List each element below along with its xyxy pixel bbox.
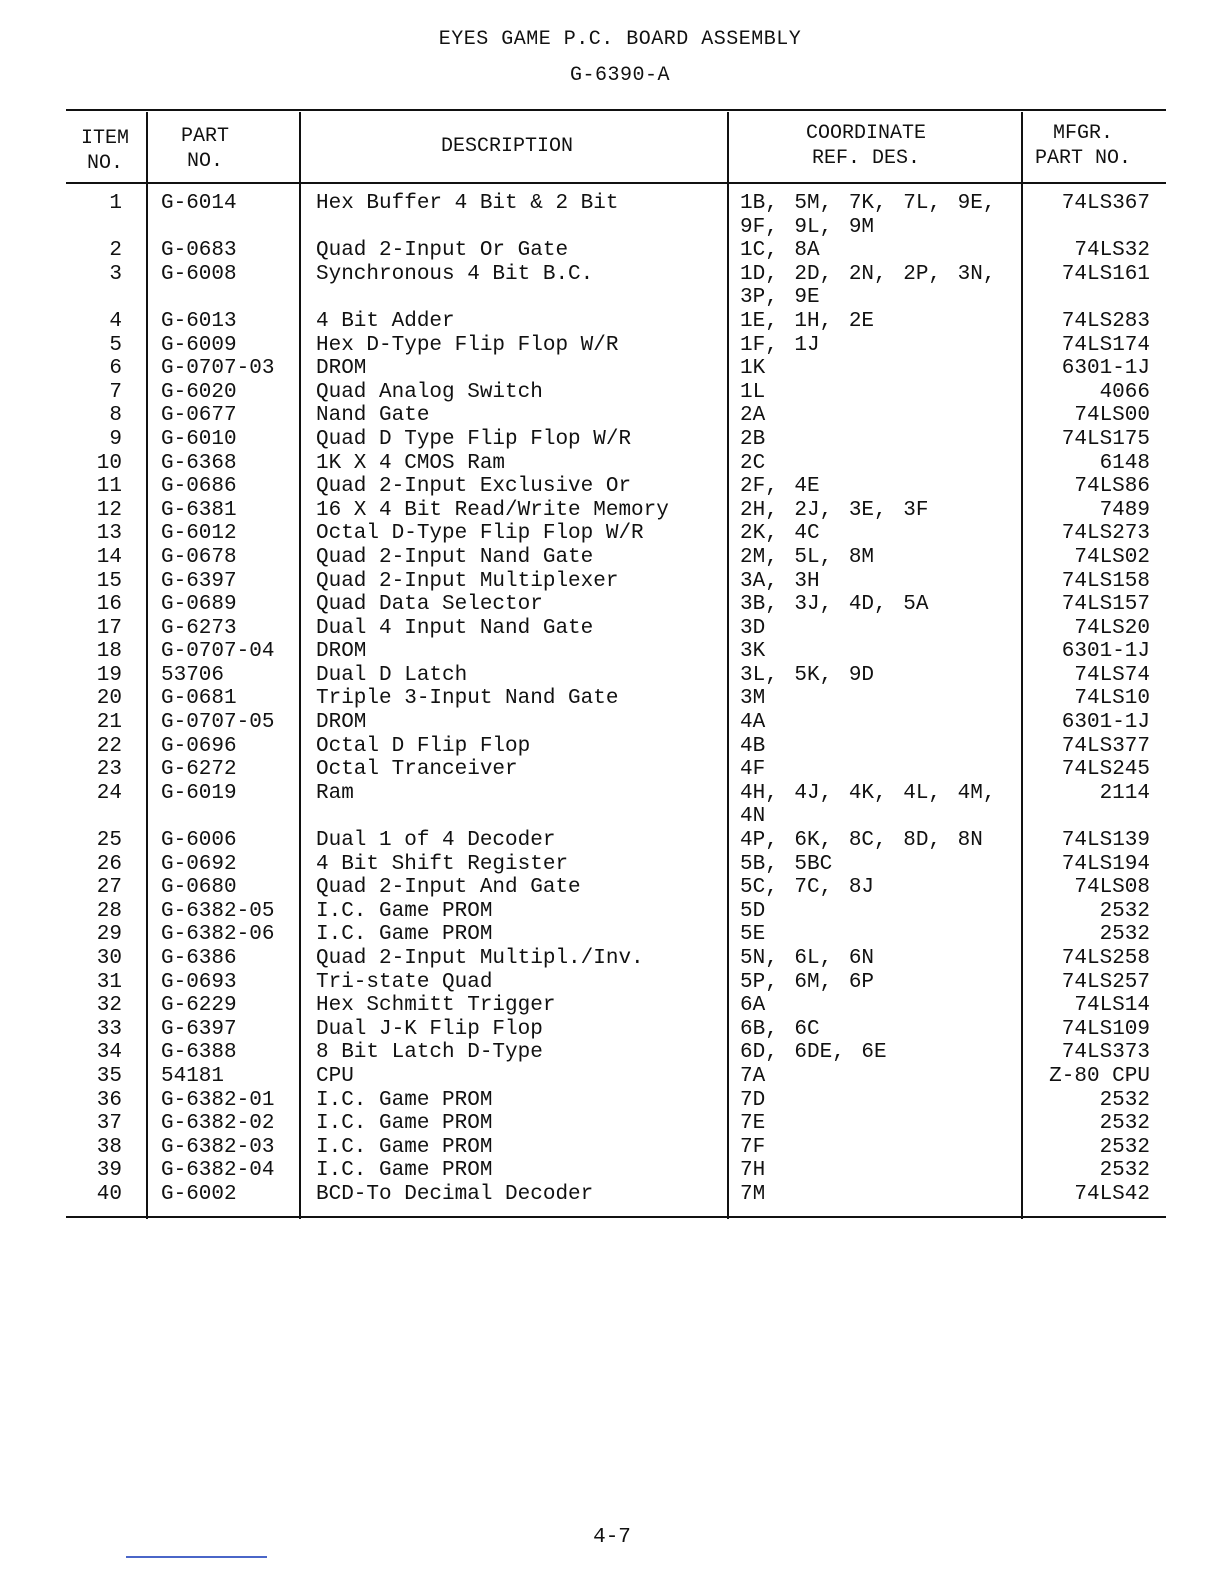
coordinate-ref: 1C, 8A [740,239,820,263]
description: 4 Bit Adder [316,309,455,333]
part-number: G-6019 [161,781,237,805]
part-number: G-6382-03 [161,1135,275,1159]
description: Octal Tranceiver [316,758,518,782]
description: Quad 2-Input Multipl./Inv. [316,947,644,970]
coordinate-ref: 4P, 6K, 8C, 8D, 8N [740,829,983,853]
coordinate-ref: 4F [740,758,766,782]
table-row [0,687,1224,711]
parts-table-body [0,192,1224,1207]
part-number: G-0681 [161,687,237,711]
table-row [0,192,1224,239]
part-number: G-6009 [161,333,237,357]
mfgr-part-number: 74LS377 [1061,734,1150,758]
description: Quad Data Selector [316,593,543,617]
item-number: 19 [96,663,122,687]
coordinate-ref: 5P, 6M, 6P [740,970,875,994]
mfgr-part-number: 6301-1J [1061,711,1150,735]
item-number: 12 [96,498,122,522]
part-number: G-6386 [161,947,237,970]
mfgr-part-number: 6148 [1099,451,1150,475]
description: 8 Bit Latch D-Type [316,1041,543,1065]
description: Hex Buffer 4 Bit & 2 Bit [316,192,619,215]
description: DROM [316,640,367,664]
part-number: G-6229 [161,994,237,1018]
description: I.C. Game PROM [316,1112,493,1136]
item-number: 21 [96,711,122,735]
item-number: 36 [96,1088,122,1112]
coordinate-ref: 2K, 4C [740,522,820,546]
table-row [0,1159,1224,1183]
table-row [0,640,1224,664]
table-row [0,711,1224,735]
item-number: 38 [96,1135,122,1159]
coordinate-ref: 5D [740,899,766,923]
item-number: 29 [96,923,122,947]
coordinate-ref: 5E [740,923,766,947]
coordinate-ref: 5B, 5BC [740,852,833,876]
mfgr-part-number: 74LS74 [1074,663,1150,687]
coordinate-ref: 5C, 7C, 8J [740,876,875,900]
part-number: G-6010 [161,427,237,451]
description: Octal D-Type Flip Flop W/R [316,522,644,546]
description: Dual J-K Flip Flop [316,1017,543,1041]
coordinate-ref: 4A [740,711,766,735]
coordinate-ref: 2C [740,451,766,475]
coordinate-ref: 2B [740,427,766,451]
item-number: 4 [109,309,122,333]
mfgr-part-number: 2532 [1099,923,1150,947]
table-row [0,994,1224,1018]
mfgr-part-number: 2532 [1099,1088,1150,1112]
table-row [0,357,1224,381]
table-row [0,522,1224,546]
table-row [0,947,1224,971]
part-number: G-0692 [161,852,237,876]
mfgr-part-number: 6301-1J [1061,640,1150,664]
header-description: DESCRIPTION [440,135,574,158]
page-number: 4-7 [593,1526,631,1549]
part-number: G-0707-03 [161,357,275,381]
item-number: 16 [96,593,122,617]
item-number: 3 [109,262,122,286]
document-title: EYES GAME P.C. BOARD ASSEMBLY [438,28,802,51]
mfgr-part-number: 7489 [1099,498,1150,522]
description: Dual D Latch [316,663,468,687]
mfgr-part-number: 6301-1J [1061,357,1150,381]
mfgr-part-number: 74LS158 [1061,569,1150,593]
part-number: G-6272 [161,758,237,782]
table-row [0,475,1224,499]
item-number: 37 [96,1112,122,1136]
coordinate-ref: 3D [740,616,766,640]
mfgr-part-number: 74LS86 [1074,475,1150,499]
item-number: 9 [109,427,122,451]
description: Quad D Type Flip Flop W/R [316,427,632,451]
description: Octal D Flip Flop [316,734,531,758]
mfgr-part-number: 74LS174 [1061,333,1150,357]
part-number: G-6382-06 [161,923,275,947]
coordinate-ref: 1L [740,380,766,404]
table-row [0,1183,1224,1207]
item-number: 1 [109,192,122,215]
description: DROM [316,711,367,735]
part-number: G-6273 [161,616,237,640]
description: Hex D-Type Flip Flop W/R [316,333,619,357]
description: Quad 2-Input Or Gate [316,239,569,263]
mfgr-part-number: 74LS42 [1074,1182,1150,1206]
description: Hex Schmitt Trigger [316,994,556,1018]
item-number: 31 [96,970,122,994]
item-number: 2 [109,239,122,263]
part-number: G-6381 [161,498,237,522]
table-row [0,782,1224,829]
mfgr-part-number: 74LS02 [1074,545,1150,569]
part-number: G-6002 [161,1182,237,1206]
description: 16 X 4 Bit Read/Write Memory [316,498,669,522]
part-number: G-0680 [161,876,237,900]
mfgr-part-number: 74LS109 [1061,1017,1150,1041]
coordinate-ref: 6D, 6DE, 6E [740,1041,887,1065]
decorative-rule [126,1556,267,1558]
table-row [0,428,1224,452]
description: Quad 2-Input Nand Gate [316,545,594,569]
item-number: 35 [96,1064,122,1088]
description: Dual 1 of 4 Decoder [316,829,556,853]
mfgr-part-number: 74LS00 [1074,404,1150,428]
description: Triple 3-Input Nand Gate [316,687,619,711]
part-number: G-0678 [161,545,237,569]
item-number: 34 [96,1041,122,1065]
mfgr-part-number: 74LS14 [1074,994,1150,1018]
part-number: G-6014 [161,192,237,215]
table-row [0,735,1224,759]
mfgr-part-number: 74LS20 [1074,616,1150,640]
table-row [0,1041,1224,1065]
table-row [0,404,1224,428]
item-number: 23 [96,758,122,782]
table-row [0,1089,1224,1113]
coordinate-ref: 3K [740,640,766,664]
coordinate-ref: 6B, 6C [740,1017,820,1041]
item-number: 13 [96,522,122,546]
description: 1K X 4 CMOS Ram [316,451,506,475]
description: 4 Bit Shift Register [316,852,569,876]
table-row [0,829,1224,853]
part-number: G-6397 [161,569,237,593]
table-row [0,239,1224,263]
mfgr-part-number: 74LS245 [1061,758,1150,782]
description: I.C. Game PROM [316,1159,493,1183]
item-number: 5 [109,333,122,357]
coordinate-ref: 1E, 1H, 2E [740,309,875,333]
description: Ram [316,781,354,805]
part-number: G-6388 [161,1041,237,1065]
table-row [0,876,1224,900]
mfgr-part-number: 74LS367 [1061,192,1150,215]
table-row [0,263,1224,310]
part-number: G-6382-01 [161,1088,275,1112]
header-item-no: ITEM NO. [80,127,129,175]
item-number: 17 [96,616,122,640]
table-row [0,1018,1224,1042]
coordinate-ref: 7A [740,1064,766,1088]
description: Quad 2-Input Exclusive Or [316,475,632,499]
part-number: G-6012 [161,522,237,546]
description: DROM [316,357,367,381]
part-number: 54181 [161,1064,225,1088]
item-number: 40 [96,1182,122,1206]
item-number: 33 [96,1017,122,1041]
coordinate-ref: 5N, 6L, 6N [740,947,875,970]
item-number: 25 [96,829,122,853]
table-row [0,923,1224,947]
table-top-rule [66,109,1166,111]
table-row [0,1112,1224,1136]
item-number: 10 [96,451,122,475]
coordinate-ref: 1K [740,357,766,381]
table-row [0,593,1224,617]
mfgr-part-number: 74LS194 [1061,852,1150,876]
table-bottom-rule [66,1216,1166,1218]
description: I.C. Game PROM [316,1135,493,1159]
part-number: G-0677 [161,404,237,428]
mfgr-part-number: 2532 [1099,1159,1150,1183]
table-row [0,570,1224,594]
part-number: G-0693 [161,970,237,994]
header-coordinate: COORDINATE REF. DES. [805,122,927,170]
table-row [0,334,1224,358]
description: Tri-state Quad [316,970,493,994]
part-number: G-6382-04 [161,1159,275,1183]
part-number: G-6368 [161,451,237,475]
coordinate-ref: 7H [740,1159,766,1183]
part-number: G-0707-04 [161,640,275,664]
part-number: G-0686 [161,475,237,499]
table-row [0,310,1224,334]
item-number: 7 [109,380,122,404]
mfgr-part-number: 74LS283 [1061,309,1150,333]
part-number: G-6020 [161,380,237,404]
part-number: G-0696 [161,734,237,758]
mfgr-part-number: 74LS10 [1074,687,1150,711]
description: Dual 4 Input Nand Gate [316,616,594,640]
part-number: G-6382-05 [161,899,275,923]
drawing-number: G-6390-A [569,64,670,87]
mfgr-part-number: 74LS257 [1061,970,1150,994]
item-number: 32 [96,994,122,1018]
coordinate-ref: 1B, 5M, 7K, 7L, 9E, 9F, 9L, 9M [740,192,1013,239]
header-part-no: PART NO. [180,125,229,173]
mfgr-part-number: 74LS273 [1061,522,1150,546]
table-row [0,1136,1224,1160]
item-number: 20 [96,687,122,711]
item-number: 28 [96,899,122,923]
description: CPU [316,1064,354,1088]
header-bottom-rule [66,182,1166,184]
item-number: 39 [96,1159,122,1183]
table-row [0,853,1224,877]
table-row [0,1065,1224,1089]
description: Quad 2-Input Multiplexer [316,569,619,593]
coordinate-ref: 3M [740,687,766,711]
table-row [0,546,1224,570]
mfgr-part-number: 2114 [1099,781,1150,805]
description: Synchronous 4 Bit B.C. [316,262,594,286]
coordinate-ref: 2H, 2J, 3E, 3F [740,498,929,522]
header-mfgr-part-no: MFGR. PART NO. [1034,122,1131,170]
mfgr-part-number: 74LS373 [1061,1041,1150,1065]
mfgr-part-number: 74LS139 [1061,829,1150,853]
mfgr-part-number: 74LS258 [1061,947,1150,970]
part-number: G-0707-05 [161,711,275,735]
part-number: G-6008 [161,262,237,286]
description: I.C. Game PROM [316,1088,493,1112]
table-row [0,664,1224,688]
coordinate-ref: 1D, 2D, 2N, 2P, 3N, 3P, 9E [740,262,1013,310]
item-number: 27 [96,876,122,900]
description: Quad Analog Switch [316,380,543,404]
description: Quad 2-Input And Gate [316,876,581,900]
part-number: G-6006 [161,829,237,853]
coordinate-ref: 1F, 1J [740,333,820,357]
description: BCD-To Decimal Decoder [316,1182,594,1206]
coordinate-ref: 6A [740,994,766,1018]
part-number: 53706 [161,663,225,687]
table-row [0,499,1224,523]
item-number: 8 [109,404,122,428]
table-row [0,617,1224,641]
coordinate-ref: 7E [740,1112,766,1136]
description: I.C. Game PROM [316,899,493,923]
table-row [0,381,1224,405]
mfgr-part-number: 74LS157 [1061,593,1150,617]
coordinate-ref: 3A, 3H [740,569,820,593]
item-number: 24 [96,781,122,805]
mfgr-part-number: 74LS161 [1061,262,1150,286]
item-number: 22 [96,734,122,758]
item-number: 18 [96,640,122,664]
mfgr-part-number: 2532 [1099,1135,1150,1159]
part-number: G-6382-02 [161,1112,275,1136]
mfgr-part-number: 2532 [1099,1112,1150,1136]
mfgr-part-number: Z-80 CPU [1049,1064,1150,1088]
coordinate-ref: 4B [740,734,766,758]
coordinate-ref: 2F, 4E [740,475,820,499]
mfgr-part-number: 74LS32 [1074,239,1150,263]
item-number: 15 [96,569,122,593]
item-number: 26 [96,852,122,876]
table-row [0,452,1224,476]
coordinate-ref: 2M, 5L, 8M [740,545,875,569]
coordinate-ref: 3B, 3J, 4D, 5A [740,593,929,617]
part-number: G-0689 [161,593,237,617]
coordinate-ref: 7M [740,1182,766,1206]
item-number: 14 [96,545,122,569]
coordinate-ref: 4H, 4J, 4K, 4L, 4M, 4N [740,781,1013,829]
mfgr-part-number: 74LS08 [1074,876,1150,900]
coordinate-ref: 3L, 5K, 9D [740,663,875,687]
part-number: G-6013 [161,309,237,333]
description: Nand Gate [316,404,430,428]
table-row [0,900,1224,924]
item-number: 11 [96,475,122,499]
mfgr-part-number: 4066 [1099,380,1150,404]
part-number: G-6397 [161,1017,237,1041]
coordinate-ref: 7D [740,1088,766,1112]
table-row [0,971,1224,995]
table-row [0,758,1224,782]
item-number: 6 [109,357,122,381]
mfgr-part-number: 74LS175 [1061,427,1150,451]
coordinate-ref: 7F [740,1135,766,1159]
description: I.C. Game PROM [316,923,493,947]
coordinate-ref: 2A [740,404,766,428]
item-number: 30 [96,947,122,970]
part-number: G-0683 [161,239,237,263]
mfgr-part-number: 2532 [1099,899,1150,923]
